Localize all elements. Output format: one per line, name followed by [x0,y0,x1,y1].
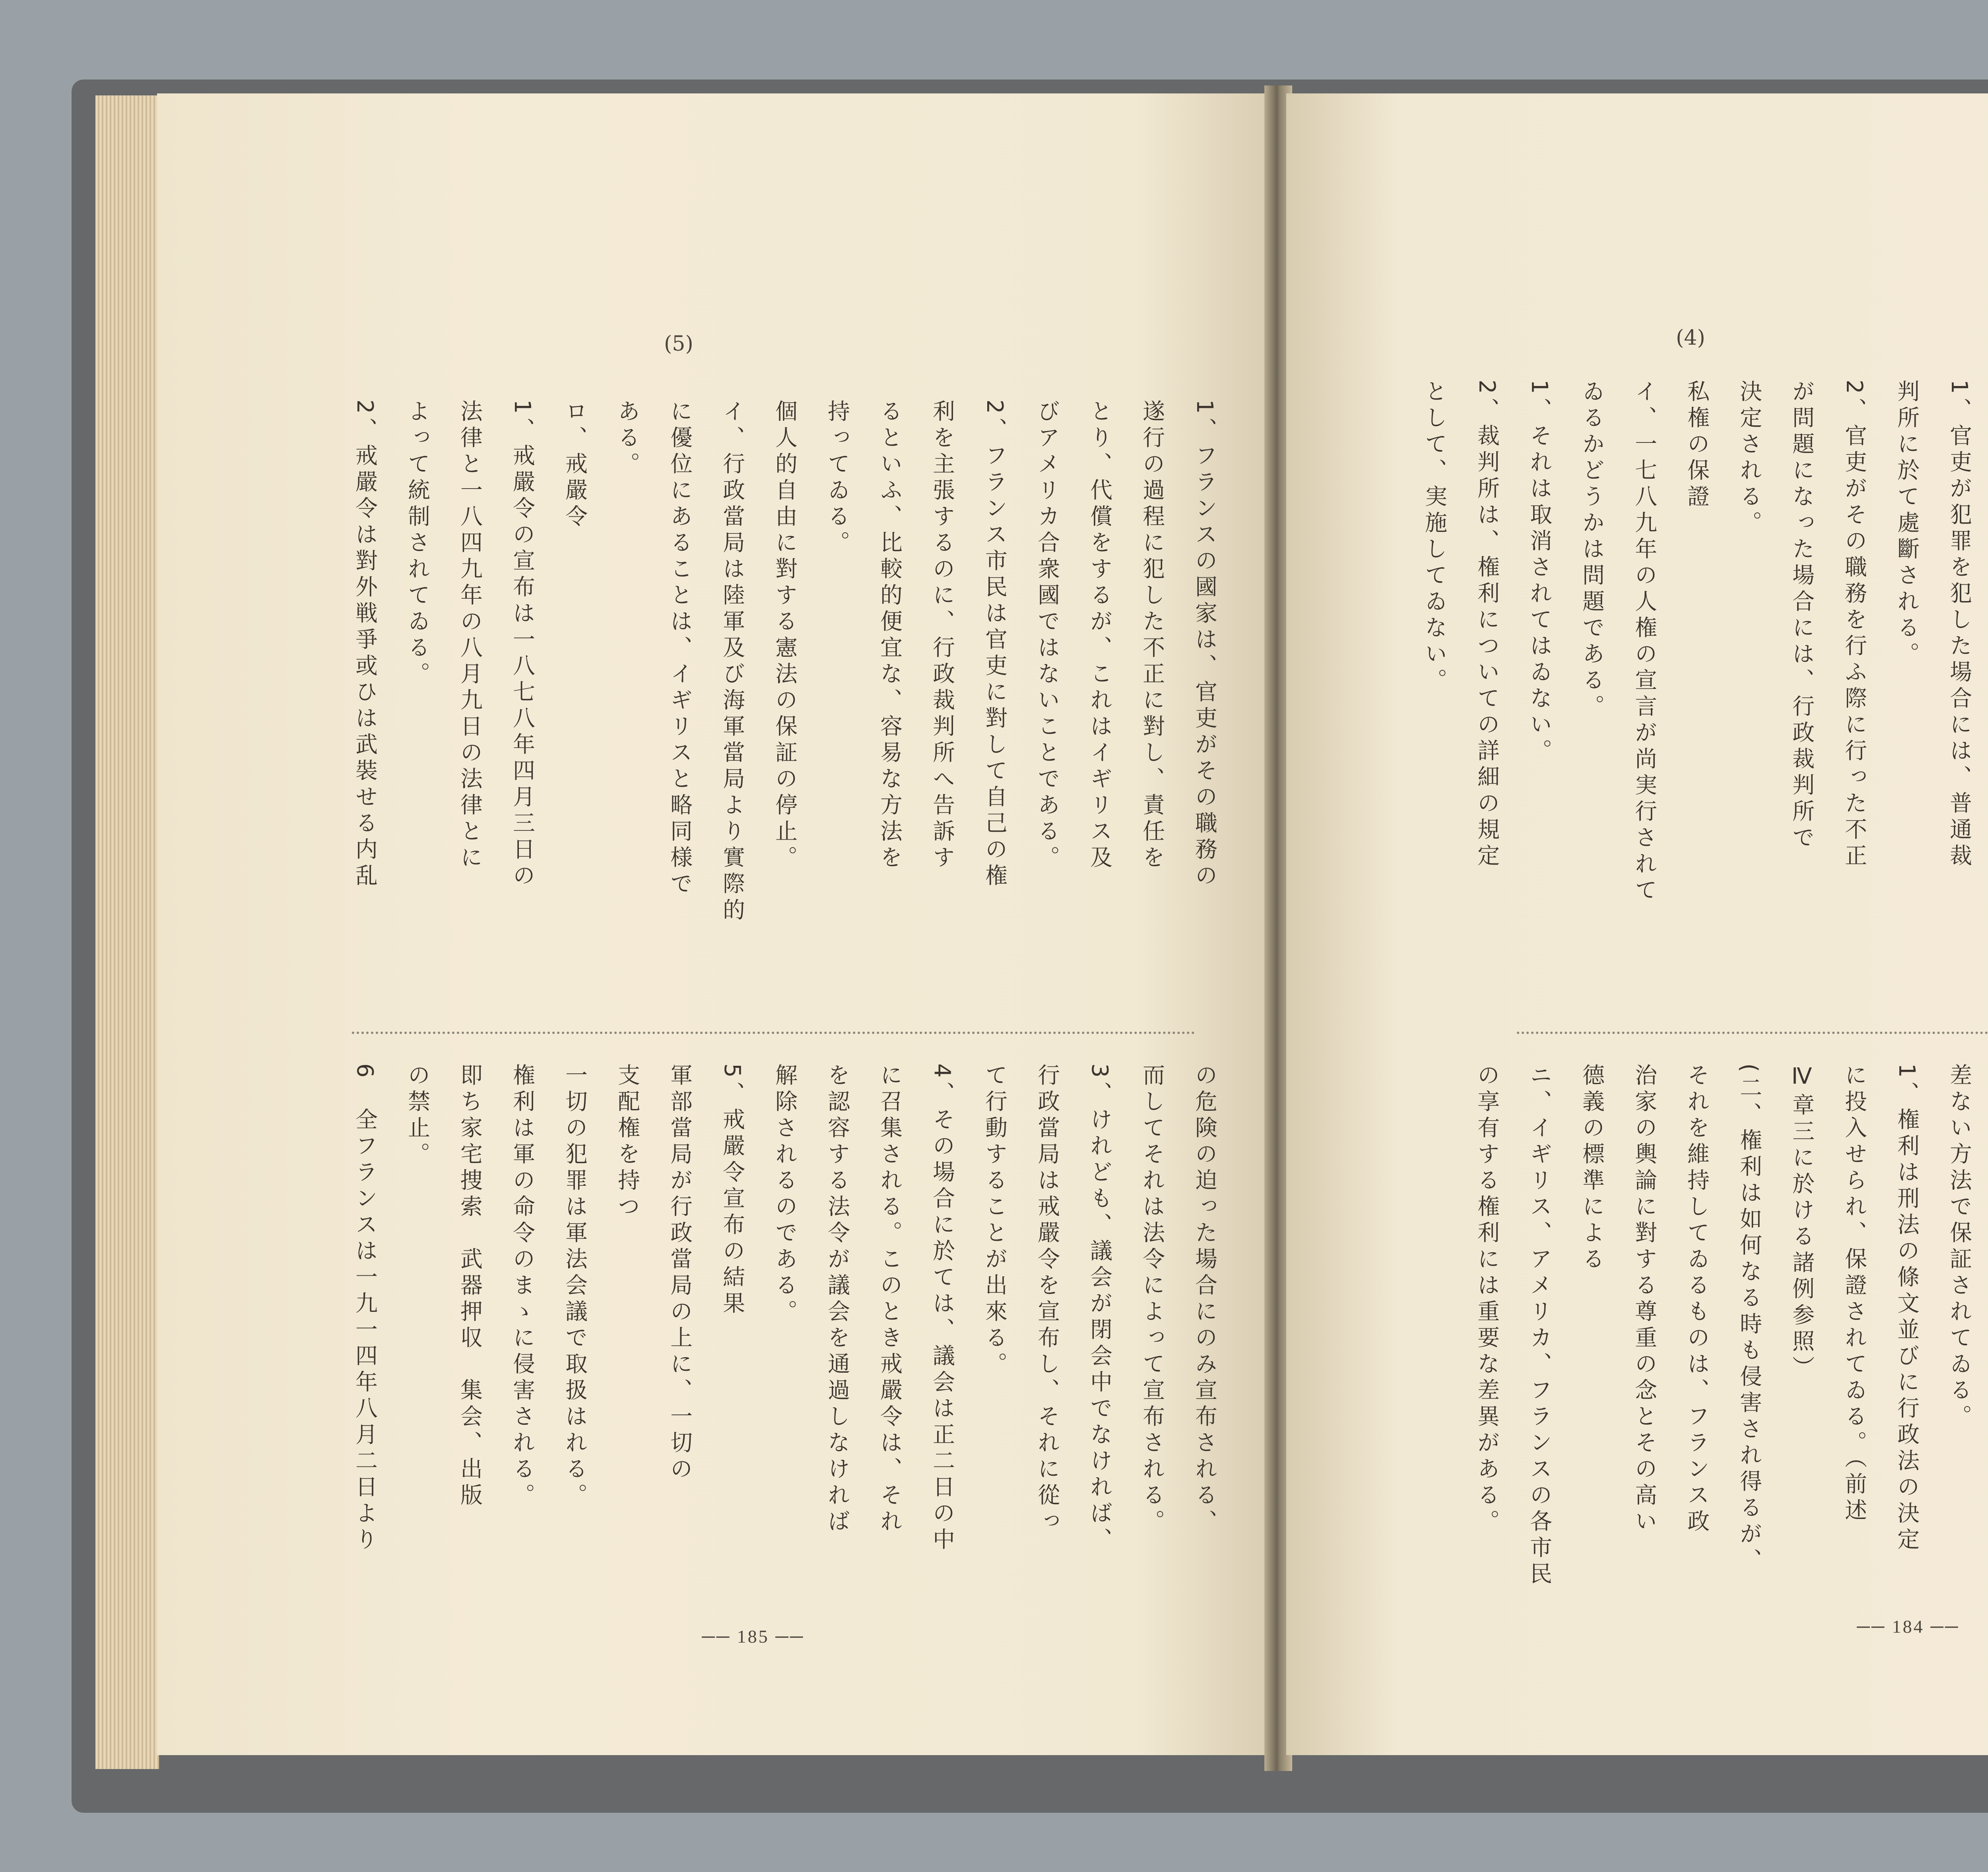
text-line: とり、代償をするが、これはイギリス及 [1087,400,1112,872]
text-line: 遂行の過程に犯した不正に對し、責任を [1139,400,1165,872]
divider-rule [352,1032,1195,1034]
text-line: 2、裁判所は、権利についての詳細の規定 [1474,380,1500,870]
text-line: 1、官吏が犯罪を犯した場合には、普通裁 [1946,380,1972,870]
text-line: 德義の標準による [1579,1063,1605,1273]
text-line: 差ない方法で保証されてゐる。 [1946,1063,1972,1431]
text-line [1985,1063,1988,1699]
text-line: ある。 [614,400,640,478]
text-line: 支配権を持つ [614,1063,640,1221]
text-line: 2、フランス市民は官吏に對して自己の権 [982,400,1008,890]
divider-rule [1517,1032,1988,1034]
page-number: ── 185 ── [702,1626,805,1647]
text-line: 個人的自由に對する憲法の保証の停止。 [772,400,798,872]
section-mark-5: (5) [664,332,693,356]
text-line: 5、戒嚴令宣布の結果 [719,1063,745,1318]
text-line: 私権の保證 [1684,380,1710,511]
text-line: 軍部當局が行政當局の上に、一切の [667,1063,693,1483]
text-line: 1、それは取消されてはゐない。 [1526,380,1552,765]
text-line: 2、官吏がその職務を行ふ際に行った不正 [1841,380,1867,870]
text-line [1985,380,1988,1036]
text-line: に投入せられ、保證されてゐる。（前述 [1841,1063,1867,1525]
text-line: 6 全フランスは一九一四年八月二日より [352,1063,378,1554]
text-line: 即ち家宅捜索 武器押収 集会、出版 [457,1063,483,1509]
text-line: 2、戒嚴令は對外戦爭或ひは武裝せる内乱 [352,400,378,890]
left-top-text [338,400,1231,1016]
text-line: 持ってゐる。 [824,400,850,557]
text-line: 4、その場合に於ては、議会は正二日の中 [929,1063,955,1554]
text-line: 利を主張するのに、行政裁判所へ告訴す [929,400,955,872]
text-line: て行動することが出來る。 [982,1063,1008,1378]
text-line: 1、フランスの國家は、官吏がその職務の [1192,400,1217,890]
text-line: に優位にあることは、イギリスと略同様で [667,400,693,898]
text-line: るといふ、比較的便宜な、容易な方法を [877,400,903,872]
text-line: を認容する法令が議会を通過しなければ [824,1063,850,1536]
text-line: の享有する権利には重要な差異がある。 [1474,1063,1500,1536]
text-line: に召集される。このとき戒嚴令は、それ [877,1063,903,1536]
text-line: 判所に於て處斷される。 [1894,380,1920,668]
text-line: Ⅳ章三に於ける諸例参照） [1789,1063,1815,1382]
text-line: として、実施してゐない。 [1421,380,1447,694]
text-line: (二、権利は如何なる時も侵害され得るが、 [1736,1063,1762,1575]
text-line: 3、けれども、議会が閉会中でなければ、 [1087,1063,1112,1554]
section-mark-4: (4) [1676,326,1705,350]
text-line: の禁止。 [404,1063,430,1168]
left-page-edge [95,95,159,1769]
text-line: 一切の犯罪は軍法会議で取扱はれる。 [562,1063,588,1509]
right-top-text [1408,380,1988,1036]
right-page [1286,93,1988,1755]
text-line: よって統制されてゐる。 [404,400,430,688]
text-line: 法律と一八四九年の八月九日の法律とに [457,400,483,872]
text-line: イ、行政當局は陸軍及び海軍當局より實際的 [719,400,745,924]
text-line: 1、権利は刑法の條文並びに行政法の決定 [1894,1063,1920,1554]
text-line: それを維持してゐるものは、フランス政 [1684,1063,1710,1536]
text-line: 決定される。 [1736,380,1762,537]
text-line: 而してそれは法令によって宣布される。 [1139,1063,1165,1536]
text-line: が問題になった場合には、行政裁判所で [1789,380,1815,852]
left-bottom-text [338,1063,1231,1699]
text-line: 行政當局は戒嚴令を宣布し、それに從っ [1034,1063,1060,1536]
text-line: 治家の輿論に對する尊重の念とその高い [1631,1063,1657,1536]
text-line: イ、一七八九年の人権の宣言が尚実行されて [1631,380,1657,904]
text-line: の危険の迫った場合にのみ宣布される、 [1192,1063,1217,1536]
page-number: ── 184 ── [1857,1616,1960,1637]
text-line: ゐるかどうかは問題である。 [1579,380,1605,721]
text-line: 1、戒嚴令の宣布は一八七八年四月三日の [509,400,535,890]
right-bottom-text [1460,1063,1988,1699]
left-page [157,93,1270,1755]
text-line: ニ、イギリス、アメリカ、フランスの各市民 [1526,1063,1552,1588]
text-line: ロ、戒嚴令 [562,400,588,531]
text-line: びアメリカ合衆國ではないことである。 [1034,400,1060,872]
text-line: 権利は軍の命令のまゝに侵害される。 [509,1063,535,1509]
text-line: 解除されるのである。 [772,1063,798,1326]
